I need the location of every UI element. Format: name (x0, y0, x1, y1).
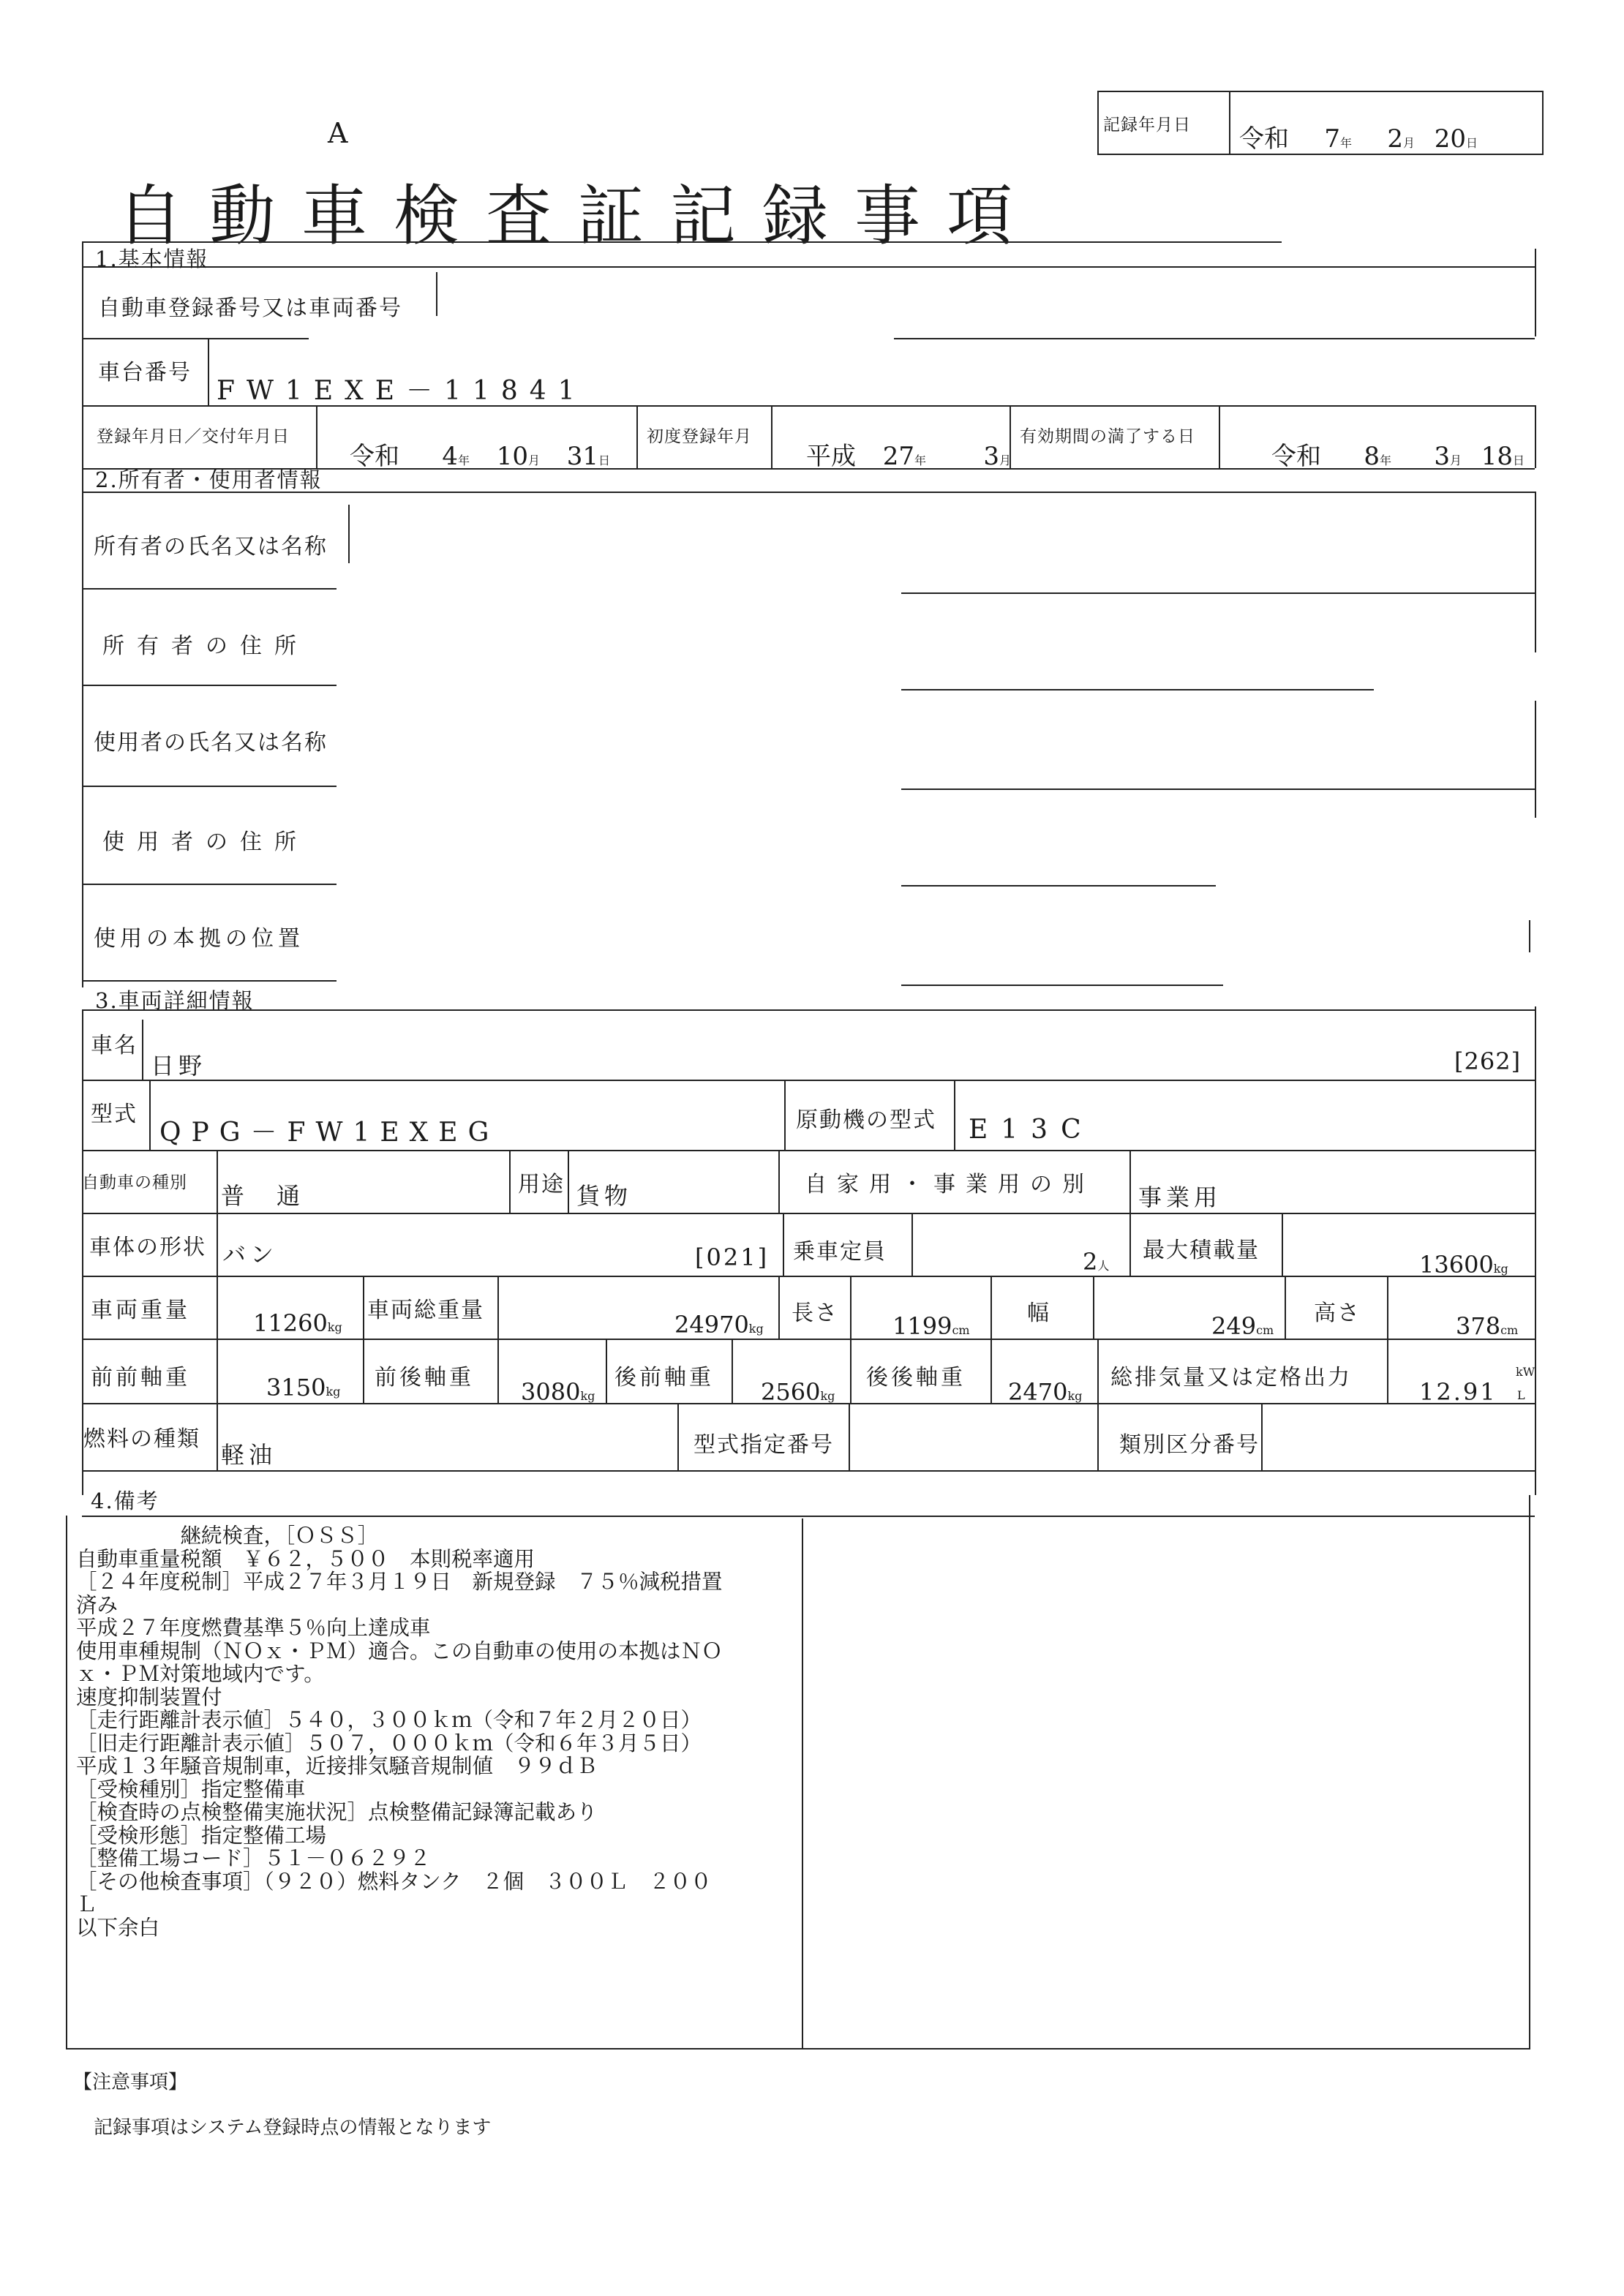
displacement-unit-kw: kW (1516, 1365, 1535, 1379)
remarks-line: 平成２７年度燃費基準５％向上達成車 (76, 1616, 431, 1640)
displacement-value: 12.91 (1419, 1378, 1497, 1406)
width-label: 幅 (1027, 1301, 1050, 1326)
first-reg-date: 平成 27年 3月 (806, 442, 1012, 471)
remarks-line: ［２４年度税制］平成２７年３月１９日 新規登録 ７５％減税措置 (76, 1570, 723, 1594)
engine-value: E13C (969, 1115, 1094, 1145)
classification-label: 類別区分番号 (1119, 1432, 1260, 1458)
document-title: 自動車検査証記録事項 (117, 178, 1039, 255)
notes-heading: 【注意事項】 (73, 2071, 188, 2093)
remarks-line: ［その他検査事項］（９２０）燃料タンク ２個 ３００Ｌ ２００ (76, 1869, 712, 1894)
remarks-text (76, 1524, 800, 1939)
fuel-type-value: 軽油 (221, 1441, 277, 1469)
remarks-line: 速度抑制装置付 (76, 1685, 222, 1709)
remarks-line: ［旧走行距離計表示値］５０７，０００ｋｍ（令和６年３月５日） (76, 1731, 702, 1755)
capacity-label: 乗車定員 (793, 1239, 887, 1265)
section-vehicle: 3.車両詳細情報 (95, 988, 255, 1013)
private-business-label: 自家用・事業用の別 (805, 1172, 1094, 1197)
use-label: 用途 (518, 1172, 565, 1197)
reg-date: 令和 4年 10月 31日 (350, 442, 611, 471)
reg-no-label: 自動車登録番号又は車両番号 (98, 296, 402, 321)
expiry-label: 有効期間の満了する日 (1020, 427, 1195, 446)
vehicle-kind-value: 普 通 (221, 1182, 305, 1210)
record-date: 令和 7年 2月 20日 (1239, 124, 1478, 154)
model-value: QPG－FW1EXEG (159, 1118, 500, 1148)
user-address-label: 使用者の住所 (102, 829, 309, 855)
front-front-axle-value: 3150kg (266, 1374, 341, 1401)
remarks-line: ［受検種別］指定整備車 (76, 1777, 306, 1802)
car-name-code: [262] (1454, 1047, 1522, 1075)
private-business-value: 事業用 (1138, 1183, 1222, 1211)
owner-address-label: 所有者の住所 (102, 633, 309, 659)
front-rear-axle-value: 3080kg (521, 1378, 595, 1406)
rear-front-axle-label: 後前軸重 (614, 1365, 714, 1390)
remarks-line: 自動車重量税額 ￥６２，５００ 本則税率適用 (76, 1546, 535, 1571)
document-mark: A (328, 117, 348, 149)
owner-name-label: 所有者の氏名又は名称 (94, 534, 328, 560)
car-name-label: 車名 (91, 1033, 138, 1058)
chassis-label: 車台番号 (98, 360, 192, 385)
height-label: 高さ (1314, 1301, 1361, 1326)
section-basic: 1.基本情報 (95, 246, 209, 271)
remarks-line: ［受検形態］指定整備工場 (76, 1823, 327, 1848)
body-shape-label: 車体の形状 (89, 1235, 206, 1260)
width-value: 249cm (1211, 1312, 1274, 1340)
section-remarks: 4.備考 (91, 1488, 159, 1513)
expiry-date: 令和 8年 3月 18日 (1271, 442, 1525, 471)
max-load-value: 13600kg (1419, 1251, 1508, 1279)
remarks-line: ［走行距離計表示値］５４０，３００ｋｍ（令和７年２月２０日） (76, 1708, 702, 1732)
user-name-label: 使用者の氏名又は名称 (94, 730, 328, 756)
gross-weight-value: 24970kg (674, 1311, 764, 1339)
remarks-line: ［整備工場コード］５１－０６２９２ (76, 1846, 431, 1870)
remarks-line: 平成１３年騒音規制車，近接排気騒音規制値 ９９ｄＢ (76, 1754, 598, 1778)
model-label: 型式 (91, 1102, 138, 1127)
record-date-label: 記録年月日 (1103, 116, 1191, 135)
gross-weight-label: 車両総重量 (367, 1298, 484, 1323)
car-name-value: 日野 (151, 1052, 207, 1080)
remarks-line: ［検査時の点検整備実施状況］点検整備記録簿記載あり (76, 1800, 598, 1824)
height-value: 378cm (1456, 1312, 1519, 1340)
front-front-axle-label: 前前軸重 (91, 1365, 190, 1390)
remarks-line: 済み (76, 1592, 119, 1617)
reg-date-label: 登録年月日／交付年月日 (97, 427, 290, 446)
front-rear-axle-label: 前後軸重 (375, 1365, 474, 1390)
remarks-line: Ｌ (76, 1892, 97, 1916)
vehicle-weight-value: 11260kg (253, 1309, 342, 1337)
body-shape-value: バン (222, 1241, 279, 1268)
first-reg-label: 初度登録年月 (647, 427, 752, 446)
body-shape-code: [021] (695, 1243, 770, 1271)
use-value: 貨物 (576, 1182, 633, 1210)
remarks-line: ｘ・ＰＭ対策地域内です。 (76, 1662, 325, 1686)
base-location-label: 使用の本拠の位置 (94, 926, 304, 952)
vehicle-kind-label: 自動車の種別 (82, 1173, 187, 1192)
remarks-line: 使用車種規制（ＮＯｘ・ＰＭ）適合。この自動車の使用の本拠はＮＯ (76, 1638, 723, 1663)
fuel-type-label: 燃料の種類 (83, 1426, 200, 1452)
length-value: 1199cm (892, 1312, 970, 1340)
rear-rear-axle-value: 2470kg (1008, 1378, 1083, 1406)
section-owner: 2.所有者・使用者情報 (95, 467, 323, 492)
rear-front-axle-value: 2560kg (761, 1378, 835, 1406)
remarks-line: 継続検査，［ＯＳＳ］ (76, 1524, 379, 1548)
length-label: 長さ (792, 1301, 838, 1326)
max-load-label: 最大積載量 (1143, 1238, 1260, 1263)
vehicle-weight-label: 車両重量 (91, 1298, 190, 1323)
displacement-unit-l: L (1517, 1388, 1525, 1402)
capacity-value: 2人 (1083, 1248, 1110, 1276)
engine-label: 原動機の型式 (796, 1107, 936, 1133)
remarks-line: 以下余白 (76, 1915, 160, 1940)
chassis-value: FW1EXE－11841 (217, 376, 587, 406)
displacement-label: 総排気量又は定格出力 (1110, 1365, 1352, 1390)
notes-text: 記録事項はシステム登録時点の情報となります (94, 2117, 492, 2139)
rear-rear-axle-label: 後後軸重 (866, 1365, 966, 1390)
type-designation-label: 型式指定番号 (693, 1432, 834, 1458)
